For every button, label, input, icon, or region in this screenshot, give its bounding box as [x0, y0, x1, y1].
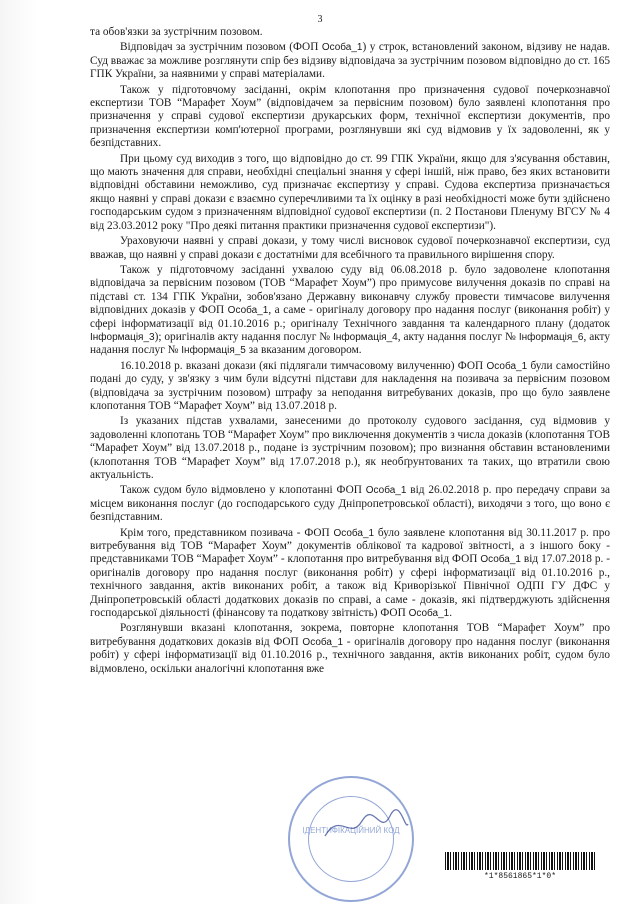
text-run: від 17.07.2018 р. - оригіналів договору про надання послуг (виконання робіт) у сфері інформатизації від 01.10.2016 р., технічного завдання, актів виконаних робіт, а також від Криворізької Північної ОДПІ ГУ ДФС у Дніпропетровській області додаткових доказів по справі, а саме - доказів, які підтверджують здійснення господарської діяльності (фінансову та податкову звітність) ФОП — [90, 553, 610, 620]
redacted-placeholder: Особа_1 — [486, 360, 528, 372]
text-run: , а саме - оригіналу договору про надання послуг (виконання робіт) у сфері інформатизації від 01.10.2016 р.; оригіналу Технічного завдання та календарного плану (додаток — [90, 304, 610, 330]
scan-edge-shadow — [0, 0, 38, 904]
text-run: від 26.02.2018 р. про передачу справи за місцем виконання послуг (до господарського суду Дніпропетровської області), виходячи з того, що воно є безпідставним. — [90, 484, 611, 524]
text-run: були самостійно подані до суду, у зв'язку з чим були відсутні підстави для накладення на позивача за первісним позовом (відповідача за зустрічним позовом) штрафу за неподання витребуваних доказів, про що було заявлене клопотання ТОВ “Марафет Хоум” від 13.07.2018 р. — [90, 359, 610, 412]
redacted-placeholder: Інформація_4 — [333, 331, 398, 343]
redacted-placeholder: Інформація_3 — [90, 331, 155, 343]
document-body — [90, 26, 610, 678]
text-run: за вказаним договором. — [245, 344, 362, 357]
paragraph — [90, 84, 610, 151]
redacted-placeholder: Особа_1 — [365, 485, 407, 497]
text-run: Також у підготовчому засіданні, окрім клопотання про призначення судової почеркознавчої експертизи ТОВ “Марафет Хоум” (відповідачем за первісним позовом) було заявлені клопотання про призначення у справі судової експертизи друкарських форм, технічної експертизи документів, про призначення експертизи комп'ютерної програми, розглянувши які суд відмовив у їх задоволенні, як у безпідставних. — [90, 83, 610, 150]
paragraph — [90, 264, 610, 358]
redacted-placeholder: Особа_1 — [408, 608, 450, 620]
redacted-placeholder: Особа_1 — [302, 636, 344, 648]
paragraph — [90, 41, 610, 81]
redacted-placeholder: Інформація_6 — [518, 331, 584, 343]
page-number: 3 — [317, 14, 323, 25]
redacted-placeholder: Особа_1 — [227, 305, 269, 317]
signature-mark — [320, 806, 410, 846]
redacted-placeholder: Особа_1 — [321, 42, 363, 54]
redacted-placeholder: Особа_1 — [480, 554, 521, 566]
text-run: - оригіналів договору про надання послуг (виконання робіт) у сфері інформатизації від 01.10.2016 р., технічного завдання, актів виконаних робіт, судом було відмовлено, оскільки аналогічні клопотання вже — [90, 635, 610, 675]
paragraph — [90, 235, 610, 262]
paragraph — [90, 484, 610, 524]
text-run: Із указаних підстав ухвалами, занесеними до протоколу судового засідання, суд відмовив у задоволенні клопотань ТОВ “Марафет Хоум” про виключення документів з числа доказів (клопотання ТОВ “Марафет Хоум” від 13.07.2018 р., подане із зустрічним позовом); про визнання обставин встановленими (клопотання ТОВ “Марафет Хоум” від 17.07.2018 р.), як необґрунтованих та таких, що втратили свою актуальність. — [90, 415, 610, 481]
text-run: ); оригіналів акту надання послуг № — [154, 330, 334, 343]
paragraph — [90, 360, 610, 414]
barcode-text: *1*8561865*1*0* — [483, 872, 556, 881]
text-run: При цьому суд виходив з того, що відповідно до ст. 99 ГПК України, якщо для з'ясування обставин, що мають значення для справи, необхідні спеціальні знання у сфері іншій, ніж право, без яких встановити відповідні обставини неможливо, суд призначає експертизу у справі. Судова експертиза призначається якщо наявні у справі докази є взаємно суперечливими та їх оцінку в разі необхідності може бути здійснено господарським судом з призначенням відповідної судової експертизи (п. 2 Постанови Пленуму ВГСУ № 4 від 23.03.2012 року "Про деякі питання практики призначення судової експертизи"). — [90, 152, 610, 232]
text-run: та обов'язки за зустрічним позовом. — [90, 26, 263, 38]
text-run: 16.10.2018 р. вказані докази (які підлягали тимчасовому вилученню) ФОП — [120, 359, 487, 372]
text-run: було заявлене клопотання від 30.11.2017 р. про витребування від ТОВ “Марафет Хоум” документів облікової та кадрової звітності, а з іншого боку - представниками ТОВ “Марафет Хоум” - клопотання про витребування від ФОП — [90, 526, 610, 566]
paragraph — [90, 622, 610, 676]
stamp-text: ІДЕНТИФІКАЦІЙНИЙ КОД — [302, 826, 400, 835]
redacted-placeholder: Інформація_5 — [181, 345, 246, 357]
barcode — [445, 852, 595, 870]
paragraph — [90, 415, 610, 482]
text-run: , акту надання послуг № — [397, 330, 519, 343]
text-run: Відповідач за зустрічним позовом (ФОП — [120, 41, 322, 54]
text-run: . — [449, 607, 453, 620]
text-run: Також судом було відмовлено у клопотанні ФОП — [120, 484, 366, 497]
paragraph — [90, 153, 610, 233]
text-run: Розглянувши вказані клопотання, зокрема, повторне клопотання ТОВ “Марафет Хоум” про витребування додаткових доказів від ФОП — [90, 622, 610, 648]
redacted-placeholder: Особа_1 — [333, 527, 375, 539]
paragraph — [90, 26, 610, 39]
text-run: Крім того, представником позивача - ФОП — [120, 526, 334, 539]
text-run: , акту надання послуг № — [90, 330, 610, 357]
text-run: Також у підготовчому засіданні ухвалою суду від 06.08.2018 р. було задоволене клопотання відповідача за первісним позовом (ТОВ “Марафет Хоум”) про примусове вилучення доказів по справі на підставі ст. 134 ГПК України, зобов'язано Державну виконавчу службу провести тимчасове вилучення відповідних доказів у ФОП — [90, 263, 610, 317]
text-run: ) у строк, встановлений законом, відзиву не надав. Суд вважає за можливе розглянути спір без відзиву відповідача за зустрічним позовом відповідно до ст. 165 ГПК України, за наявними у справі матеріалами. — [90, 41, 610, 81]
paragraph — [90, 527, 610, 621]
text-run: Ураховуючи наявні у справі докази, у тому числі висновок судової почеркознавчої експертизи, суд вважав, що наявні у справі докази є достатніми для всебічного та правильного вирішення спору. — [90, 235, 610, 261]
